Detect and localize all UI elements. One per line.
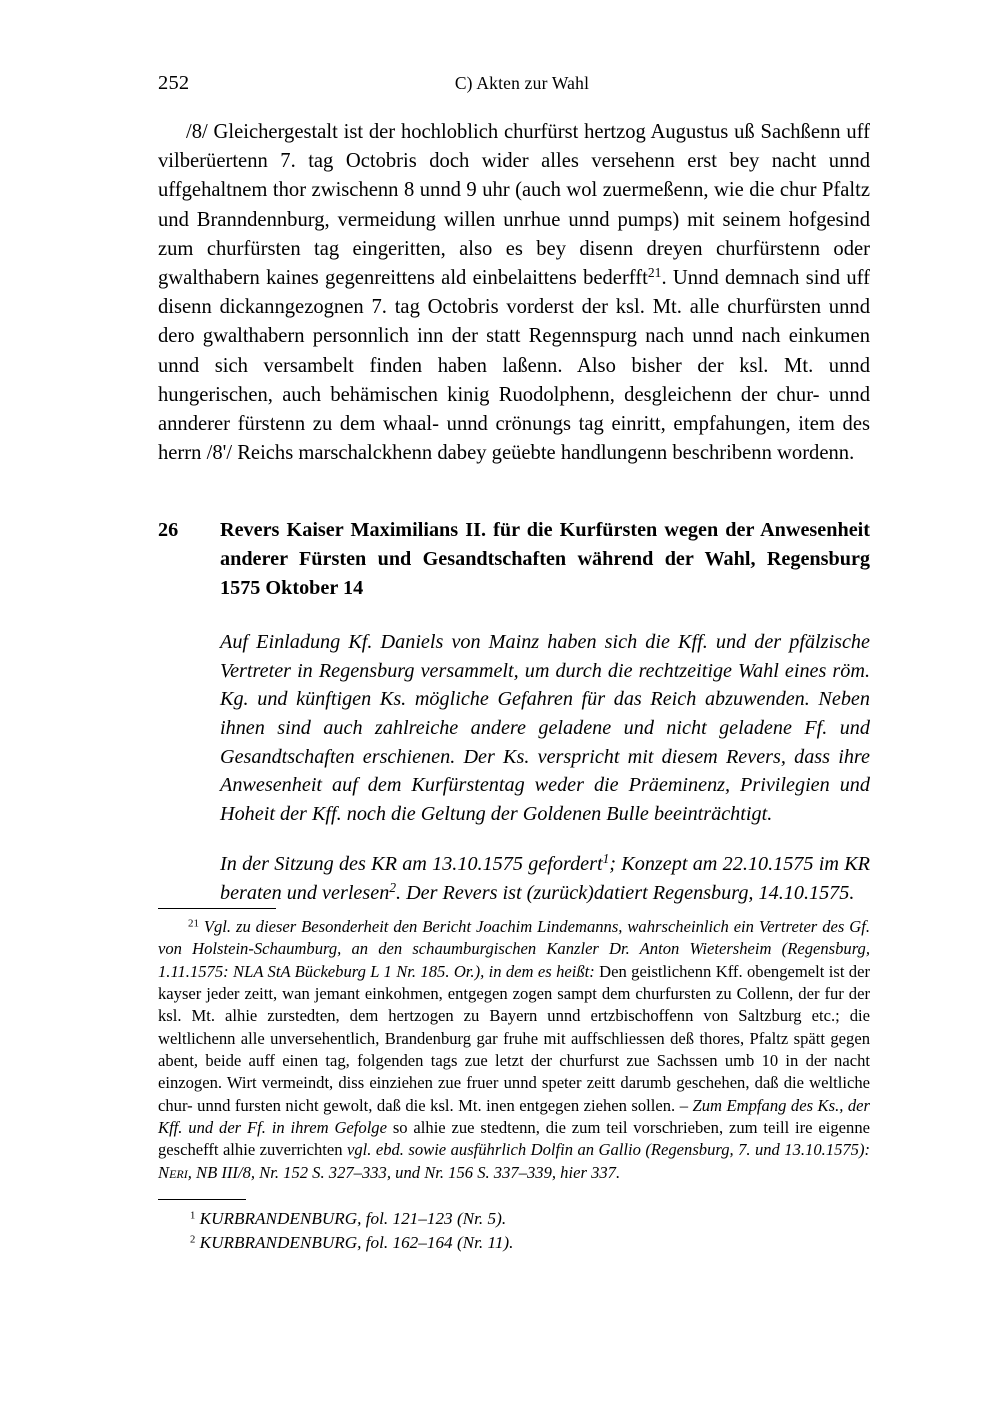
footnote-21-italic-1: Vgl. zu dieser Besonderheit den Bericht Joachim Lindemanns, wahrscheinlich ein Vertreter des Gf. von Holstein-Schaumburg, an den schaumburgischen Kanzler Dr. Anton Wietersheim (Regensburg, 1.11.1575: NLA StA Bückeburg L 1 Nr. 185. Or.), in dem es heißt: bbox=[158, 917, 870, 981]
footnote-21-roman-1: Den geistlichenn Kff. obengemelt ist der kayser jeder zeitt, wan jemant einkohmen, entgegen zogen sampt dem churfursten zu Collenn, der fur der ksl. Mt. alhie zurstedten, dem hertzogen zu Bayern unnd ertzbischoffenn von Saltzburg etc.; die weltlichenn alle unversehentlich, Brandenburg gar fruhe mit auffschliessen deß thores, Pfaltz spätt gegen abent, beide auff einen tag, folgenden tags zue letzt der churfurst zue Sachssen umb 10 in der nacht einzogen. Wirt vermeindt, diss einziehen zue fruer unnd speter zeitt darumb geschehen, daß die weltliche chur- unnd fursten nicht gewolt, daß die ksl. Mt. inen entgegen ziehen sollen. – bbox=[158, 961, 870, 1115]
provenance-text-part1: In der Sitzung des KR am 13.10.1575 gefordert bbox=[220, 853, 603, 876]
footnote-reference-2[interactable]: 2 bbox=[389, 880, 396, 896]
paragraph-text-part1: /8/ Gleichergestalt ist der hochloblich churfürst hertzog Augustus uß Sachßenn uff vilberüertenn 7. tag Octobris doch wider alles versehenn erst bey nacht unnd uffgehaltnem thor zwischenn 8 unnd 9 uhr (auch wol zuermeßenn, wie die chur Pfaltz und Branndennburg, vermeidung willen unrhue unnd pumps) mit seinem hofgesind zum churfürsten tag eingeritten, also es bey disenn dreyen churfürstenn oder gwalthabern kaines gegenreittens ald einbelaittens bederfft bbox=[158, 121, 870, 290]
section-regest: Auf Einladung Kf. Daniels von Mainz haben sich die Kff. und der pfälzische Vertreter in Regensburg versammelt, um durch die rechtzeitige Wahl eines röm. Kg. und künftigen Ks. mögliche Gefahren für das Reich abzuwenden. Neben ihnen sind auch zahlreiche andere geladene und nicht geladene Ff. und Gesandtschaften erschienen. Der Ks. verspricht mit diesem Revers, dass ihre Anwesenheit auf dem Kurfürstentag weder die Präeminenz, Privilegien und Hoheit der Kff. noch die Geltung der Goldenen Bulle beeinträchtigt. bbox=[220, 631, 870, 825]
running-head bbox=[158, 72, 870, 106]
footnote-area-secondary bbox=[158, 1199, 870, 1254]
paragraph-text-part2: . Unnd demnach sind uff disenn dickanngezognen 7. tag Octobris vorderst der ksl. Mt. alle churfürsten unnd dero gwalthabern personnlich inn der statt Regennspurg nach unnd nach einkumen unnd sich versambelt finden haben laßenn. Also bisher der ksl. Mt. unnd hungerischen, auch behämischen kinig Ruodolphenn, desgleichenn der chur- unnd annderer fürstenn zu dem whaal- unnd crönungs tag einritt, empfahungen, item des herrn /8'/ Reichs marschalckhenn dabey geüebte handlungenn beschribenn wordenn. bbox=[158, 267, 870, 465]
footnote-1-text: KURBRANDENBURG, fol. 121–123 (Nr. 5). bbox=[199, 1209, 507, 1228]
footnote-number-1: 1 bbox=[190, 1210, 196, 1222]
running-title: C) Akten zur Wahl bbox=[454, 73, 590, 93]
body-paragraph bbox=[158, 118, 870, 468]
footnote-reference-21[interactable]: 21 bbox=[647, 264, 662, 280]
footnote-21-italic-2: Zum Empfang des Ks., der Kff. und der Ff. in ihrem Gefolge bbox=[158, 1095, 870, 1138]
page-number: 252 bbox=[158, 72, 190, 94]
provenance-text-part2: ; Konzept am 22.10.1575 im KR beraten und verlesen bbox=[220, 853, 870, 904]
footnote-separator-rule-secondary bbox=[158, 1199, 246, 1200]
footnote-2 bbox=[190, 1231, 870, 1255]
footnote-21-italic-4: , NB III/8, Nr. 152 S. 327–333, und Nr. 156 S. 337–339, hier 337. bbox=[187, 1162, 621, 1182]
section-heading bbox=[158, 516, 870, 602]
footnote-21-roman-2: so alhie zue stedtenn, die zum teil vorschrieben, zum teill ire eigenne geschefft alhie zuverrichten bbox=[158, 1118, 870, 1160]
footnote-area-primary bbox=[158, 908, 870, 1184]
footnote-1 bbox=[190, 1207, 870, 1231]
footnote-21-smallcaps-citation: Neri bbox=[158, 1162, 188, 1182]
section-title: Revers Kaiser Maximilians II. für die Kurfürsten wegen der Anwesenheit anderer Fürsten und Gesandtschaften während der Wahl, Regensburg 1575 Oktober 14 bbox=[220, 519, 870, 599]
section-provenance bbox=[220, 850, 870, 907]
footnote-reference-1[interactable]: 1 bbox=[602, 851, 610, 867]
footnote-21-italic-3: vgl. ebd. sowie ausführlich Dolfin an Gallio (Regensburg, 7. und 13.10.1575): bbox=[346, 1140, 871, 1160]
footnote-number-21: 21 bbox=[188, 917, 199, 930]
page-content bbox=[158, 72, 870, 928]
footnote-21 bbox=[158, 916, 870, 1184]
footnote-2-text: KURBRANDENBURG, fol. 162–164 (Nr. 11). bbox=[199, 1232, 514, 1252]
footnote-separator-rule bbox=[158, 908, 276, 909]
footnote-number-2: 2 bbox=[190, 1233, 196, 1245]
section-number: 26 bbox=[158, 519, 179, 542]
provenance-text-part3: . Der Revers ist (zurück)datiert Regensburg, 14.10.1575. bbox=[395, 881, 855, 904]
